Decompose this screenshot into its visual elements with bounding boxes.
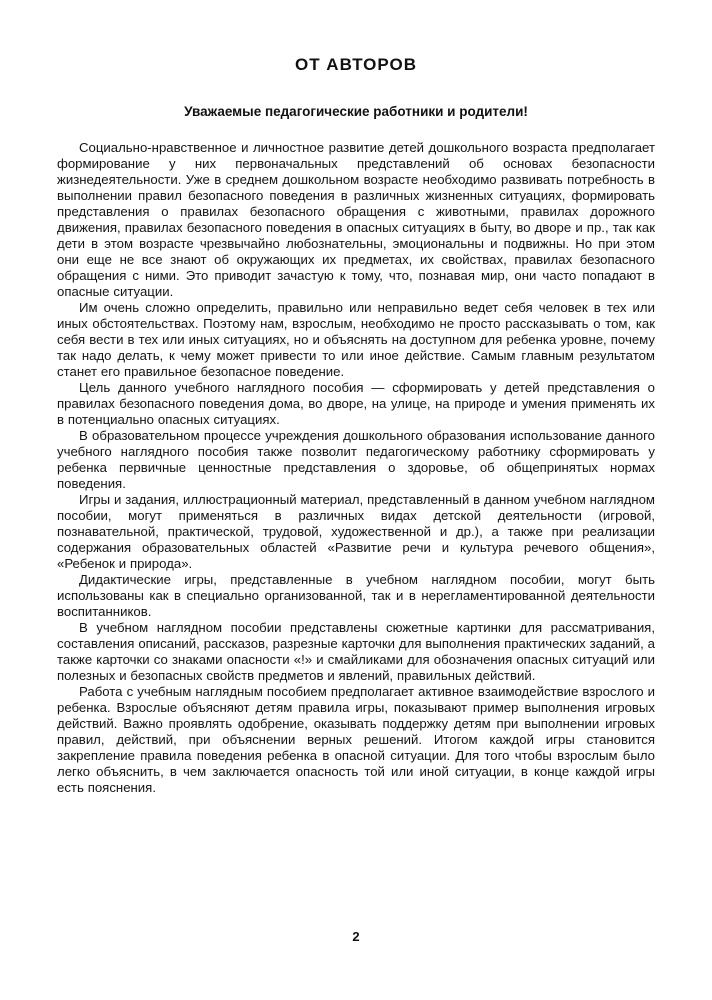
paragraph-1: Социально-нравственное и личностное развитие детей дошкольного возраста предполагает формирование у них первоначальных представлений об основах безопасности жизнедеятельности. Уже в среднем дошкольном возрасте необходимо развивать потребность в выполнении правил безопасного поведения в различных жизненных ситуациях, формировать представления о правилах безопасного обращения с животными, правилах дорожного движения, правилах безопасного поведения в опасных ситуациях в быту, во дворе и пр., так как дети в этом возрасте чрезвычайно любознательны, эмоциональны и подвижны. Но при этом они еще не все знают об окружающих их предметах, их свойствах, правилах безопасного обращения с ними. Это приводит зачастую к тому, что, познавая мир, они часто попадают в опасные ситуации.: [57, 140, 655, 299]
paragraph-3: Цель данного учебного наглядного пособия — сформировать у детей представления о правилах безопасного поведения дома, во дворе, на улице, на природе и умения применять их в потенциально опасных ситуациях.: [57, 380, 655, 427]
paragraph-4: В образовательном процессе учреждения дошкольного образования использование данного учебного наглядного пособия также позволит педагогическому работнику сформировать у ребенка первичные ценностные представления о здоровье, об общепринятых нормах поведения.: [57, 428, 655, 491]
page-number: 2: [352, 929, 360, 944]
paragraph-5: Игры и задания, иллюстрационный материал, представленный в данном учебном наглядном пособии, могут применяться в различных видах детской деятельности (игровой, познавательной, практической, трудовой, художественной и др.), а также при реализации содержания образовательных областей «Развитие речи и культура речевого общения», «Ребенок и природа».: [57, 492, 655, 571]
paragraph-2: Им очень сложно определить, правильно или неправильно ведет себя человек в тех или иных обстоятельствах. Поэтому нам, взрослым, необходимо не просто рассказывать о том, как себя вести в тех или иных ситуациях, но и объяснять на доступном для ребенка уровне, почему так надо делать, к чему может привести то или иное действие. Самым главным результатом станет его правильное безопасное поведение.: [57, 300, 655, 379]
paragraph-6: Дидактические игры, представленные в учебном наглядном пособии, могут быть использованы как в специально организованной, так и в нерегламентированной деятельности воспитанников.: [57, 572, 655, 619]
paragraph-8: Работа с учебным наглядным пособием предполагает активное взаимодействие взрослого и ребенка. Взрослые объясняют детям правила игры, показывают пример выполнения игровых действий. Важно проявлять одобрение, оказывать поддержку детям при выполнении игровых правил, действий, при объяснении верных решений. Итогом каждой игры становится закрепление правила поведения ребенка в опасной ситуации. Для того чтобы взрослым было легко объяснить, в чем заключается опасность той или иной ситуации, в конце каждой игры есть пояснения.: [57, 684, 655, 795]
page-title: ОТ АВТОРОВ: [294, 55, 418, 74]
paragraph-7: В учебном наглядном пособии представлены сюжетные картинки для рассматривания, составления описаний, рассказов, разрезные карточки для выполнения практических заданий, а также карточки со знаками опасности «!» и смайликами для обозначения опасных ситуаций или полезных и безопасных свойств предметов и явлений, правильных действий.: [57, 620, 655, 683]
greeting-subtitle: Уважаемые педагогические работники и родители!: [184, 104, 528, 119]
body-text: [57, 140, 655, 796]
